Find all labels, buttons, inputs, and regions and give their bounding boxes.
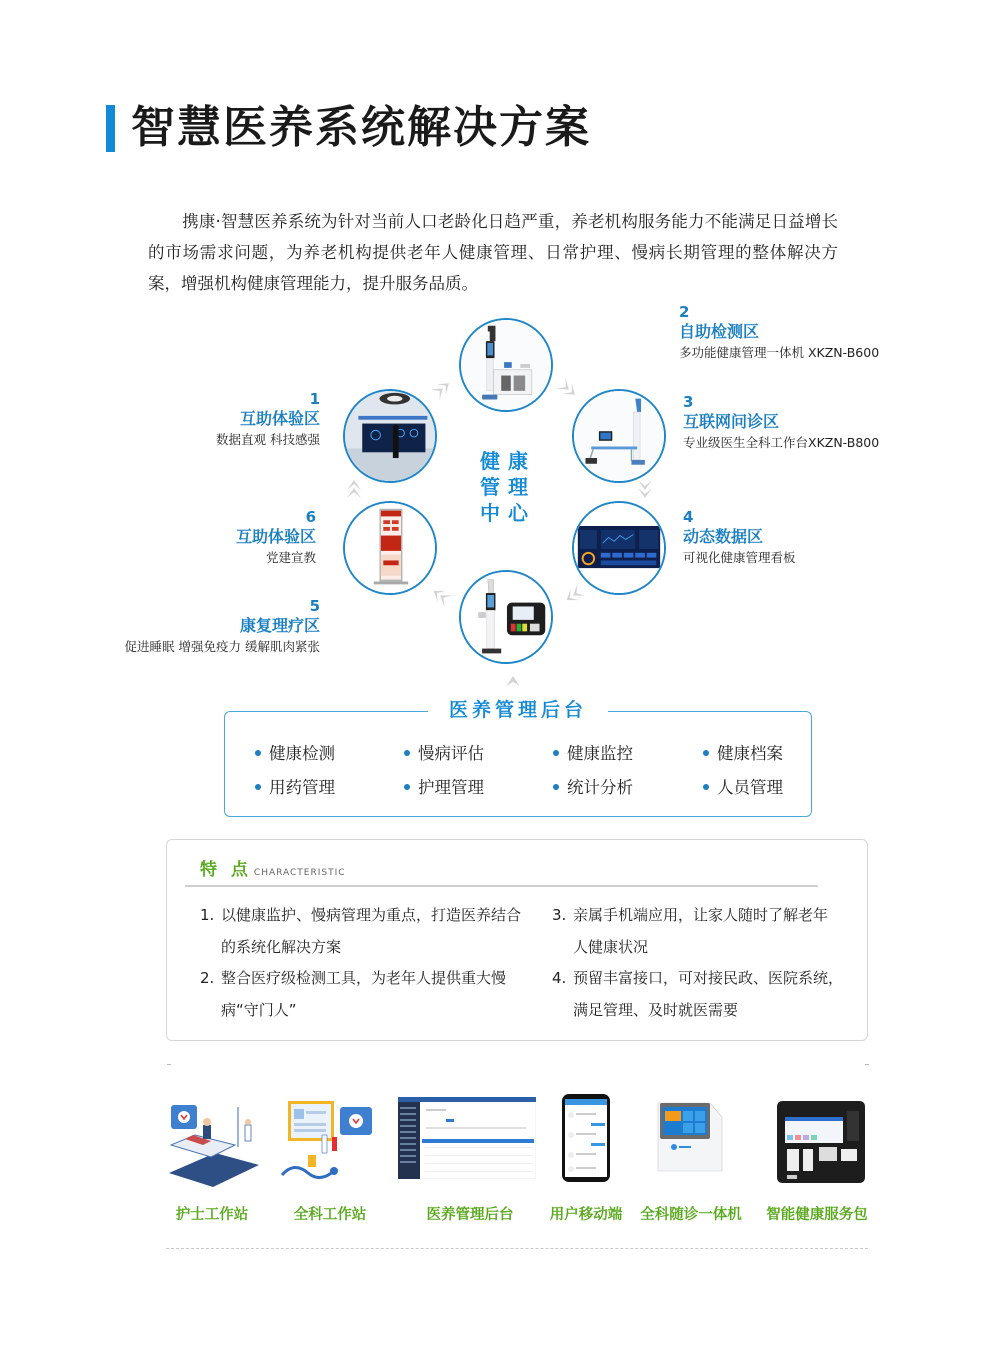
zone-3-label [683,393,879,453]
features-title-en: CHARACTERISTIC [253,868,346,878]
product-label-nurse-station: 护士工作站 [175,1207,249,1223]
feature-line: 人健康状况 [573,937,649,956]
backend-title: 医养管理后台 [428,696,608,724]
bullet-icon [553,784,559,790]
zone-4-label [683,508,796,568]
center-label [480,448,536,526]
flow-arrow-icon [553,374,584,405]
flow-arrow-icon [427,374,458,405]
bullet-icon [553,750,559,756]
flow-arrow-icon [504,673,522,689]
zone-name: 动态数据区 [683,527,764,546]
bullet-icon [255,784,261,790]
title-accent-bar [106,105,115,152]
product-label-followup-device: 全科随诊一体机 [640,1207,742,1223]
backend-item [404,777,484,799]
intro-paragraph [148,206,838,299]
backend-item [255,777,335,799]
zone-desc: 党建宣教 [265,550,316,565]
followup-device-image [654,1097,726,1179]
bullet-icon [703,750,709,756]
flow-arrow-icon [426,581,457,612]
center-label-line: 中心 [480,501,536,525]
backend-item [703,743,783,765]
feature-item [200,900,530,963]
zone-name: 自助检测区 [679,322,760,341]
zone-number: 4 [683,508,694,526]
feature-line: 的系统化解决方案 [221,937,342,956]
backend-item [553,743,633,765]
flow-arrow-icon [634,478,656,500]
zone-1-label [216,390,320,450]
admin-backend-image [398,1097,536,1179]
nurse-station-image [163,1095,263,1187]
feature-item [552,963,852,1026]
page-title: 智慧医养系统解决方案 [131,102,591,153]
features-right-column [552,900,852,1026]
zone-desc: 促进睡眠 增强免疫力 缓解肌肉紧张 [124,639,320,654]
general-workstation-image [278,1095,382,1187]
feature-line: 整合医疗级检测工具，为老年人提供重大慢 [221,969,507,987]
feature-line: 以健康监护、慢病管理为重点，打造医养结合 [221,906,522,924]
product-label-admin-backend: 医养管理后台 [426,1207,514,1223]
health-kiosk-b600-image [459,318,553,412]
features-divider [185,885,818,887]
feature-item [552,900,852,963]
flow-arrow-icon [343,478,365,500]
backend-item [255,743,335,765]
product-label-mobile-app: 用户移动端 [549,1207,623,1223]
bullet-icon [255,750,261,756]
rehab-device-kit-image [459,570,553,664]
doctor-workstation-b800-image [572,389,666,483]
zone-number: 2 [679,303,690,321]
center-label-line: 健康 [480,449,536,473]
zone-5-label [125,597,320,657]
backend-item-label: 护理管理 [418,778,484,797]
center-label-line: 管理 [480,475,536,499]
experience-screen-image [343,389,437,483]
zone-name: 互助体验区 [239,409,320,428]
zone-number: 6 [305,508,316,526]
backend-item-label: 慢病评估 [418,744,484,763]
feature-line: 满足管理、及时就医需要 [573,1000,739,1019]
backend-item-label: 用药管理 [269,778,335,797]
bullet-icon [404,784,410,790]
backend-item [404,743,484,765]
bullet-icon [404,750,410,756]
features-left-column [200,900,530,1026]
feature-number: 1. [200,906,215,924]
zone-number: 1 [309,390,320,408]
zone-name: 康复理疗区 [239,616,320,635]
features-title-cn: 特 点 [200,860,252,880]
bottom-dashed-divider [166,1248,868,1249]
data-dashboard-image [572,501,666,595]
intro-text: 携康·智慧医养系统为针对当前人口老龄化日趋严重，养老机构服务能力不能满足日益增长的市场需求问题，为养老机构提供老年人健康管理、日常护理、慢病长期管理的整体解决方案，增强机构健康管理能力，提升服务品质。 [148,212,838,293]
mobile-app-image [561,1093,611,1183]
feature-number: 4. [552,969,567,987]
features-heading [200,855,346,880]
zone-name: 互助体验区 [235,527,316,546]
flow-arrow-icon [559,580,590,611]
backend-item [553,777,633,799]
zone-desc: 数据直观 科技感强 [216,432,320,447]
zone-number: 3 [683,393,694,411]
feature-number: 2. [200,969,215,987]
feature-line: 亲属手机端应用，让家人随时了解老年 [573,906,829,924]
feature-number: 3. [552,906,567,924]
corner-tick [865,1064,869,1065]
zone-number: 5 [309,597,320,615]
zone-2-label [679,303,879,363]
feature-line: 预留丰富接口，可对接民政、医院系统， [573,969,844,987]
backend-item [703,777,783,799]
corner-tick [167,1064,171,1065]
zone-desc: 多功能健康管理一体机 XKZN-B600 [679,345,880,360]
health-service-kit-image [773,1097,869,1185]
zone-6-label [236,508,316,568]
backend-item-label: 健康档案 [717,744,783,763]
feature-line: 病“守门人” [221,1000,297,1019]
bullet-icon [703,784,709,790]
feature-item [200,963,530,1026]
product-label-service-kit: 智能健康服务包 [766,1207,868,1223]
backend-item-label: 人员管理 [717,778,783,797]
product-label-general-station: 全科工作站 [293,1207,367,1223]
zone-name: 互联网问诊区 [683,412,780,431]
backend-item-label: 健康监控 [567,744,633,763]
zone-desc: 可视化健康管理看板 [683,550,796,565]
backend-item-label: 统计分析 [567,778,633,797]
zone-desc: 专业级医生全科工作台XKZN-B800 [683,435,880,450]
backend-item-label: 健康检测 [269,744,335,763]
party-display-stand-image [343,501,437,595]
